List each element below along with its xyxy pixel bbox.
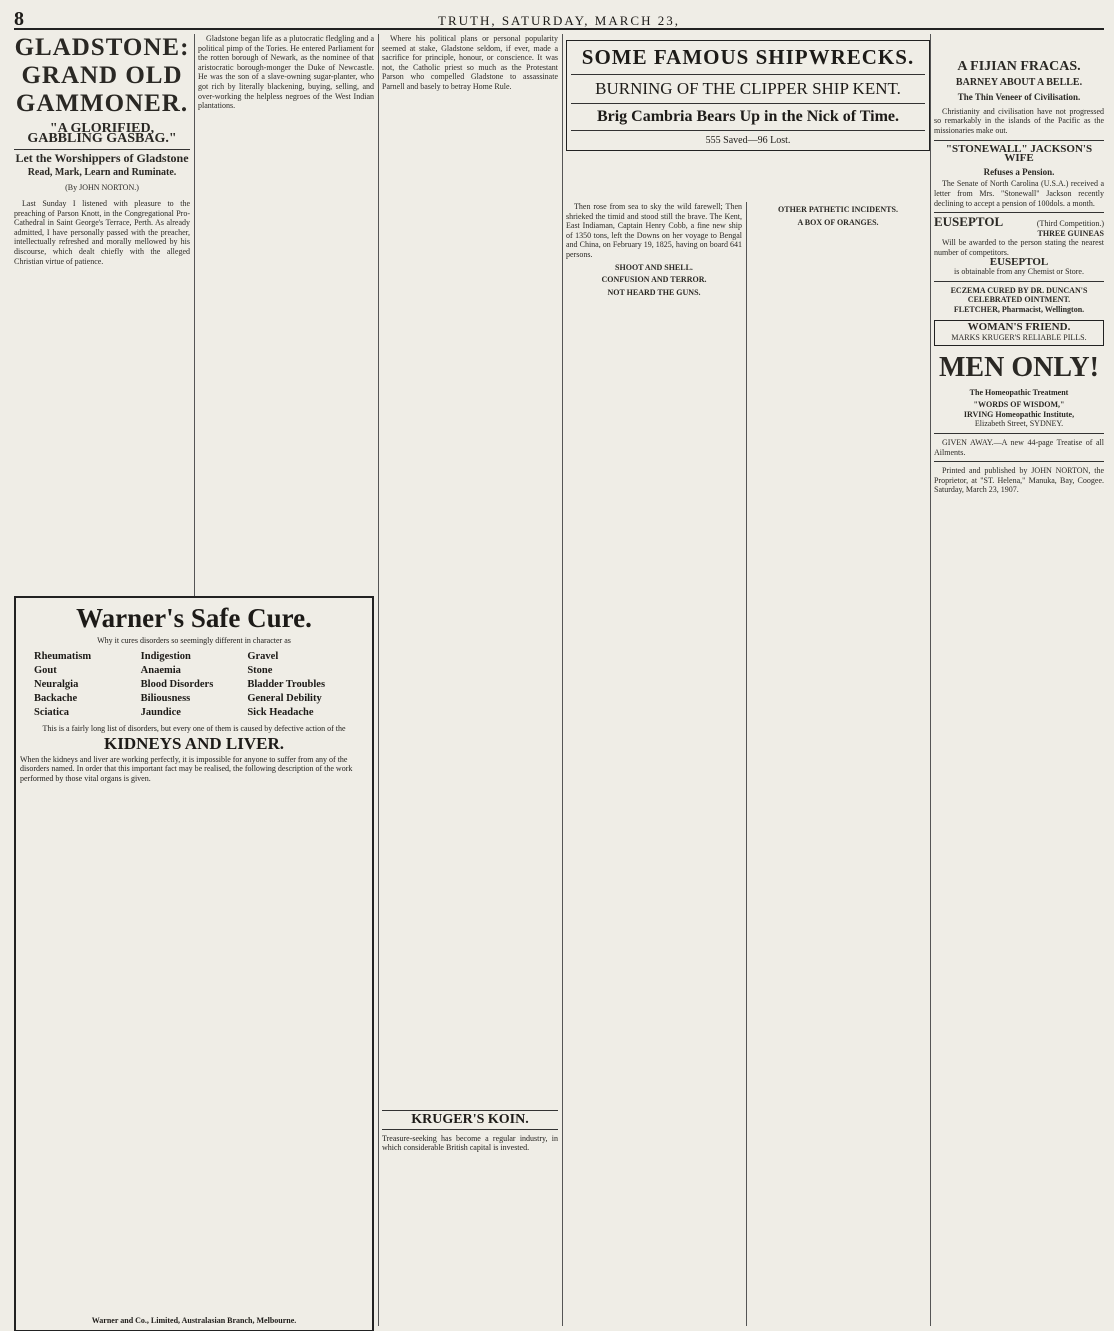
- disease-item: Anaemia: [140, 664, 181, 676]
- disease-item: Bladder Troubles: [247, 678, 326, 690]
- fijian-deck: The Thin Veneer of Civilisation.: [957, 92, 1081, 103]
- disease-list: [20, 648, 368, 722]
- warners-title: Warner's Safe Cure.: [76, 603, 312, 633]
- disease-item: Neuralgia: [34, 678, 79, 690]
- masthead-title: TRUTH, SATURDAY, MARCH 23,: [438, 13, 680, 28]
- shipwreck-deck: Brig Cambria Bears Up in the Nick of Time.: [596, 108, 900, 125]
- disease-item: Indigestion: [140, 650, 191, 662]
- fijian-title: A FIJIAN FRACAS.: [957, 59, 1081, 74]
- column-5: [750, 202, 926, 1326]
- warners-lead: Why it cures disorders so seemingly different in character as: [97, 636, 291, 645]
- eusetpol-body: Will be awarded to the person stating the nearest number of competitors.: [934, 238, 1104, 257]
- shipwreck-subhead-1: SHOOT AND SHELL.: [615, 262, 693, 272]
- giveaway-body: GIVEN AWAY.—A new 44-page Treatise of all Ailments.: [934, 438, 1104, 457]
- menonly-institute: IRVING Homeopathic Institute,: [963, 409, 1075, 419]
- jackson-title: "STONEWALL" JACKSON'S WIFE: [945, 142, 1093, 165]
- eczema-sender: FLETCHER, Pharmacist, Wellington.: [953, 304, 1085, 314]
- page-number: 8: [14, 8, 24, 30]
- eusetpol-note: (Third Competition.): [1036, 219, 1104, 229]
- eusetpol-title-2: EUSEPTOL: [989, 255, 1049, 268]
- kruger-body: Treasure-seeking has become a regular industry, in which considerable British capital is invested.: [382, 1133, 558, 1153]
- disease-item: Biliousness: [140, 692, 191, 704]
- shipwreck-subtitle: BURNING OF THE CLIPPER SHIP KENT.: [595, 79, 901, 98]
- gladstone-subhead: "A GLORIFIED, GABBLING GASBAG.": [27, 121, 177, 146]
- disease-item: Backache: [34, 692, 78, 704]
- gladstone-col3: Where his political plans or personal popularity seemed at stake, Gladstone seldom, if ever, made a sacrifice for principle, honour, or conscience. It was not, the Catholic priest so much as the Protestant Parson who compelled Gladstone to assassinate Parnell and basely to betray Home Rule.: [382, 34, 558, 91]
- column-6: [934, 34, 1104, 1326]
- disease-item: Rheumatism: [34, 650, 92, 662]
- columns: [14, 34, 1104, 1326]
- disease-item: Sick Headache: [247, 706, 314, 718]
- warners-ad: [14, 596, 374, 1331]
- column-4: [566, 202, 742, 1326]
- gladstone-byline: (By JOHN NORTON.): [65, 183, 139, 193]
- kruger-title: KRUGER'S KOIN.: [411, 1112, 529, 1127]
- eusetpol-title: EUSEPTOL: [934, 214, 1004, 230]
- disease-item: Sciatica: [34, 706, 69, 718]
- menonly-address: Elizabeth Street, SYDNEY.: [974, 419, 1064, 429]
- eczema-title: ECZEMA CURED BY DR. DUNCAN'S CELEBRATED OINTMENT.: [950, 285, 1088, 305]
- menonly-title: MEN ONLY!: [939, 351, 1099, 383]
- shipwreck-subhead-2: CONFUSION AND TERROR.: [601, 275, 707, 285]
- womans-title: WOMAN'S FRIEND.: [967, 321, 1071, 334]
- shipwreck-subhead-4: A BOX OF ORANGES.: [797, 217, 879, 227]
- eusetpol-tag: is obtainable from any Chemist or Store.: [954, 267, 1084, 277]
- warners-tail: This is a fairly long list of disorders, but every one of them is caused by defective action of the: [42, 723, 346, 733]
- jackson-body: The Senate of North Carolina (U.S.A.) received a letter from Mrs. "Stonewall" Jackson recently declining to accept a pension of 100dols. a month.: [934, 179, 1104, 208]
- disease-item: Stone: [247, 664, 273, 676]
- gladstone-lead: Last Sunday I listened with pleasure to the preaching of Parson Knott, in the Congregational Pro-Cathedral in Saint George's Terrace, Perth. As already admitted, I have personally passed with the preacher, intellectually refreshed and morally mellowed by his discourse, which dealt chiefly with the alleged Christian virtue of patience.: [14, 198, 190, 266]
- womans-body: MARKS KRUGER'S RELIABLE PILLS.: [951, 333, 1087, 343]
- shipwreck-subhead-7: OTHER PATHETIC INCIDENTS.: [778, 205, 898, 214]
- disease-item: Gout: [34, 664, 57, 676]
- warners-kidneys: KIDNEYS AND LIVER.: [104, 734, 284, 754]
- menonly-wisdom: "WORDS OF WISDOM,": [973, 400, 1065, 410]
- kruger-article: [382, 1106, 558, 1326]
- shipwreck-subhead-3: NOT HEARD THE GUNS.: [607, 287, 701, 297]
- gladstone-deck2: Read, Mark, Learn and Ruminate.: [27, 166, 177, 178]
- jackson-deck: Refuses a Pension.: [983, 166, 1055, 177]
- printed-notice: Printed and published by JOHN NORTON, the Proprietor, at "ST. Helena," Manuka, Bay, Coogee. Saturday, March 23, 1907.: [934, 466, 1104, 495]
- menonly-treatment: The Homeopathic Treatment: [969, 387, 1069, 397]
- eusetpol-prize: THREE GUINEAS: [1037, 228, 1104, 238]
- shipwreck-body: Then rose from sea to sky the wild farewell; Then shrieked the timid and stood still the brave. The Kent, East Indiaman, Captain Henry Cobb, a fine new ship of 1350 tons, left the Downs on her voyage to Bengal and China, on February 19, 1825, having on board 641 persons.: [566, 202, 742, 259]
- disease-item: General Debility: [247, 692, 322, 704]
- gladstone-deck: Let the Worshippers of Gladstone: [15, 151, 189, 166]
- fijian-body: Christianity and civilisation have not progressed so remarkably in the islands of the Pacific as the missionaries make out.: [934, 106, 1104, 135]
- shipwreck-header: [566, 34, 930, 157]
- disease-item: Blood Disorders: [140, 678, 214, 690]
- fijian-subtitle: BARNEY ABOUT A BELLE.: [955, 76, 1083, 88]
- masthead: [14, 8, 1104, 30]
- disease-item: Gravel: [247, 650, 279, 662]
- shipwreck-saved: 555 Saved—96 Lost.: [705, 135, 791, 146]
- warners-body: When the kidneys and liver are working perfectly, it is impossible for anyone to suffer from any of the disorders named. In order that this important fact may be realised, the following description of the work performed by those vital organs is given.: [20, 754, 353, 783]
- gladstone-col2: Gladstone began life as a plutocratic fledgling and a political pimp of the Tories. He entered Parliament for the rotten borough of Newark, as the nominee of that aristocratic borough-monger the Duke of Newcastle. He was the son of a slave-owning sugar-planter, who got rich by literally blackening, buying, selling, and over-working the helpless negroes of the West Indian plantations.: [198, 34, 374, 111]
- disease-item: Jaundice: [140, 706, 181, 718]
- shipwreck-title: SOME FAMOUS SHIPWRECKS.: [581, 45, 915, 69]
- gladstone-headline: GLADSTONE: GRAND OLD GAMMONER.: [14, 34, 190, 117]
- warners-footer: Warner and Co., Limited, Australasian Branch, Melbourne.: [20, 1316, 368, 1326]
